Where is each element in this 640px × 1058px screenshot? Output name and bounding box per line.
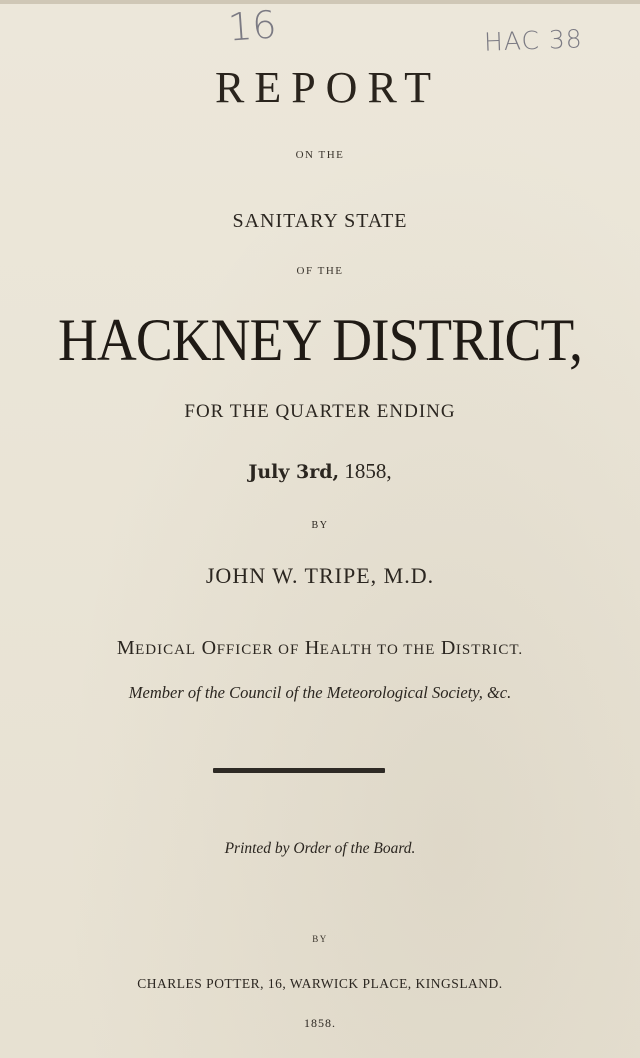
membership-line: Member of the Council of the Meteorological Society, &c. bbox=[128, 683, 512, 702]
printed-by-order: Printed by Order of the Board. bbox=[224, 840, 416, 857]
handwritten-reference: HAC 38 bbox=[483, 24, 584, 57]
officer-initial-m: M bbox=[116, 637, 136, 659]
date-blackletter: July 3rd, bbox=[248, 461, 340, 483]
author-name: JOHN W. TRIPE, M.D. bbox=[205, 563, 435, 588]
ornamental-rule bbox=[213, 768, 385, 773]
quarter-ending-line: FOR THE QUARTER ENDING bbox=[184, 401, 456, 422]
officer-initial-h: H bbox=[304, 637, 320, 659]
officer-initial-d: D bbox=[440, 637, 456, 659]
officer-initial-o: O bbox=[201, 637, 217, 659]
on-the-label: ON THE bbox=[295, 149, 345, 161]
publication-year: 1858. bbox=[304, 1016, 336, 1030]
publisher-line: CHARLES POTTER, 16, WARWICK PLACE, KINGSLAND. bbox=[137, 976, 503, 991]
officer-title bbox=[0, 637, 640, 660]
officer-word-istrict: ISTRICT. bbox=[455, 642, 524, 658]
printer-by-label: BY bbox=[312, 934, 328, 944]
by-label: BY bbox=[311, 520, 329, 531]
of-the-label: OF THE bbox=[296, 265, 344, 277]
page-top-edge bbox=[0, 0, 640, 4]
handwritten-number: 16 bbox=[226, 2, 278, 50]
officer-word-fficer: FFICER OF bbox=[216, 642, 300, 658]
officer-word-edical: EDICAL bbox=[135, 642, 197, 658]
report-heading: REPORT bbox=[214, 63, 442, 112]
officer-word-ealth: EALTH TO THE bbox=[319, 642, 436, 658]
quarter-date bbox=[0, 459, 640, 484]
date-year: 1858, bbox=[344, 459, 392, 483]
sanitary-state-heading: SANITARY STATE bbox=[232, 210, 408, 232]
district-heading: HACKNEY DISTRICT, bbox=[57, 307, 583, 373]
